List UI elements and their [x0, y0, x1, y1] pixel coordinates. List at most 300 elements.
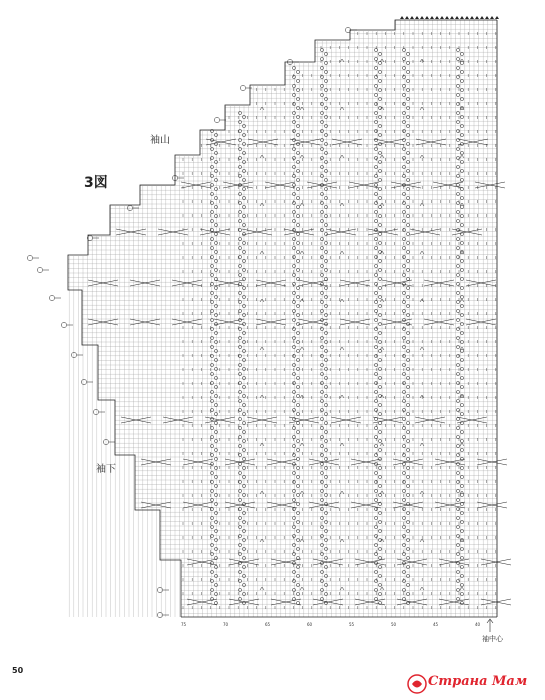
cable-loop-symbol — [460, 358, 463, 361]
cable-loop-symbol — [324, 583, 327, 586]
cable-loop-symbol — [214, 439, 217, 442]
cable-loop-symbol — [320, 93, 323, 96]
cast-on-marker — [415, 16, 419, 19]
cable-loop-symbol — [456, 84, 459, 87]
cable-cross-symbol — [410, 229, 440, 235]
cast-on-marker — [495, 16, 499, 19]
cable-loop-symbol — [456, 219, 459, 222]
scale-tick: 40 — [475, 622, 481, 627]
cable-loop-symbol — [210, 453, 213, 456]
cable-loop-symbol — [324, 70, 327, 73]
cable-loop-symbol — [406, 511, 409, 514]
cable-loop-symbol — [378, 241, 381, 244]
cable-loop-symbol — [238, 480, 241, 483]
watermark-text: Страна Мам — [428, 674, 528, 689]
cable-loop-symbol — [374, 165, 377, 168]
cable-loop-symbol — [210, 471, 213, 474]
circled-row-marker-icon — [214, 117, 219, 122]
cable-loop-symbol — [374, 543, 377, 546]
cable-loop-symbol — [324, 268, 327, 271]
cable-loop-symbol — [238, 489, 241, 492]
cable-loop-symbol — [214, 520, 217, 523]
circled-row-marker-icon — [93, 409, 98, 414]
cable-loop-symbol — [374, 120, 377, 123]
cable-loop-symbol — [238, 579, 241, 582]
cable-loop-symbol — [210, 489, 213, 492]
cable-loop-symbol — [292, 291, 295, 294]
cable-loop-symbol — [378, 160, 381, 163]
cable-loop-symbol — [456, 471, 459, 474]
cable-loop-symbol — [460, 61, 463, 64]
cable-loop-symbol — [210, 165, 213, 168]
cable-loop-symbol — [378, 430, 381, 433]
cable-loop-symbol — [238, 237, 241, 240]
cast-on-marker — [450, 16, 454, 19]
cable-loop-symbol — [214, 268, 217, 271]
cable-loop-symbol — [460, 124, 463, 127]
cable-loop-symbol — [406, 430, 409, 433]
cable-loop-symbol — [214, 196, 217, 199]
cable-loop-symbol — [238, 372, 241, 375]
cable-loop-symbol — [406, 277, 409, 280]
cable-cross-symbol — [225, 459, 255, 465]
cable-loop-symbol — [214, 160, 217, 163]
cable-loop-symbol — [320, 444, 323, 447]
cable-loop-symbol — [456, 237, 459, 240]
cable-loop-symbol — [406, 304, 409, 307]
cable-loop-symbol — [320, 372, 323, 375]
cable-loop-symbol — [374, 264, 377, 267]
cable-loop-symbol — [214, 214, 217, 217]
cable-loop-symbol — [324, 304, 327, 307]
cable-loop-symbol — [378, 313, 381, 316]
circled-row-marker-icon — [37, 267, 42, 272]
cable-loop-symbol — [292, 273, 295, 276]
cable-loop-symbol — [238, 426, 241, 429]
cable-cross-symbol — [391, 182, 421, 188]
cable-loop-symbol — [460, 403, 463, 406]
cable-loop-symbol — [238, 597, 241, 600]
cable-loop-symbol — [292, 534, 295, 537]
cable-loop-symbol — [378, 70, 381, 73]
cable-loop-symbol — [456, 345, 459, 348]
cable-loop-symbol — [214, 403, 217, 406]
cable-loop-symbol — [324, 241, 327, 244]
cable-loop-symbol — [406, 376, 409, 379]
cable-loop-symbol — [210, 264, 213, 267]
cable-loop-symbol — [460, 331, 463, 334]
cable-loop-symbol — [406, 232, 409, 235]
cable-loop-symbol — [460, 304, 463, 307]
cable-loop-symbol — [324, 97, 327, 100]
decrease-symbol — [260, 539, 264, 542]
cable-cross-symbol — [163, 417, 193, 423]
cable-loop-symbol — [406, 151, 409, 154]
cable-loop-symbol — [378, 124, 381, 127]
cable-loop-symbol — [460, 367, 463, 370]
circled-row-marker-icon — [127, 205, 132, 210]
cable-loop-symbol — [378, 196, 381, 199]
cable-loop-symbol — [374, 588, 377, 591]
cable-loop-symbol — [378, 439, 381, 442]
cast-on-marker — [435, 16, 439, 19]
cable-loop-symbol — [324, 196, 327, 199]
cable-loop-symbol — [214, 277, 217, 280]
cable-loop-symbol — [406, 160, 409, 163]
cable-loop-symbol — [292, 174, 295, 177]
cable-loop-symbol — [238, 552, 241, 555]
cable-loop-symbol — [320, 489, 323, 492]
scale-tick: 60 — [307, 622, 313, 627]
cable-loop-symbol — [214, 322, 217, 325]
cable-loop-symbol — [292, 192, 295, 195]
cable-loop-symbol — [324, 52, 327, 55]
cable-loop-symbol — [238, 336, 241, 339]
cable-loop-symbol — [378, 268, 381, 271]
cable-loop-symbol — [378, 574, 381, 577]
cable-loop-symbol — [238, 120, 241, 123]
cable-loop-symbol — [324, 565, 327, 568]
cast-on-marker — [490, 16, 494, 19]
cable-loop-symbol — [320, 345, 323, 348]
cable-loop-symbol — [210, 426, 213, 429]
cable-loop-symbol — [406, 142, 409, 145]
cable-loop-symbol — [456, 264, 459, 267]
cable-loop-symbol — [406, 439, 409, 442]
cable-loop-symbol — [324, 457, 327, 460]
cable-loop-symbol — [378, 529, 381, 532]
cable-loop-symbol — [406, 358, 409, 361]
cable-loop-symbol — [292, 327, 295, 330]
cable-loop-symbol — [378, 448, 381, 451]
cable-loop-symbol — [320, 336, 323, 339]
cable-loop-symbol — [406, 583, 409, 586]
cable-loop-symbol — [214, 538, 217, 541]
cable-loop-symbol — [456, 66, 459, 69]
cast-on-marker — [455, 16, 459, 19]
decrease-symbol — [260, 587, 264, 590]
cable-cross-symbol — [439, 559, 469, 565]
cable-loop-symbol — [214, 529, 217, 532]
cable-loop-symbol — [238, 264, 241, 267]
cable-loop-symbol — [406, 349, 409, 352]
cable-loop-symbol — [406, 403, 409, 406]
cable-cross-symbol — [340, 280, 370, 286]
cable-loop-symbol — [324, 484, 327, 487]
cable-loop-symbol — [324, 520, 327, 523]
cable-loop-symbol — [378, 151, 381, 154]
cable-loop-symbol — [460, 457, 463, 460]
cable-loop-symbol — [320, 147, 323, 150]
cable-loop-symbol — [378, 367, 381, 370]
cable-cross-symbol — [397, 559, 427, 565]
cable-cross-symbol — [326, 229, 356, 235]
cable-loop-symbol — [292, 480, 295, 483]
cable-loop-symbol — [374, 192, 377, 195]
cable-cross-symbol — [355, 559, 385, 565]
cable-cross-symbol — [130, 280, 160, 286]
scale-tick: 70 — [223, 622, 229, 627]
cable-loop-symbol — [378, 556, 381, 559]
cable-loop-symbol — [324, 511, 327, 514]
cable-loop-symbol — [324, 223, 327, 226]
cable-loop-symbol — [378, 223, 381, 226]
cast-on-marker — [440, 16, 444, 19]
cable-loop-symbol — [324, 412, 327, 415]
cable-loop-symbol — [406, 421, 409, 424]
cable-loop-symbol — [210, 588, 213, 591]
cable-loop-symbol — [374, 498, 377, 501]
cable-loop-symbol — [320, 273, 323, 276]
cable-cross-symbol — [284, 229, 314, 235]
cable-loop-symbol — [238, 390, 241, 393]
cable-loop-symbol — [460, 214, 463, 217]
cable-loop-symbol — [374, 597, 377, 600]
cable-loop-symbol — [320, 543, 323, 546]
cable-loop-symbol — [210, 579, 213, 582]
cable-loop-symbol — [406, 520, 409, 523]
cable-loop-symbol — [324, 205, 327, 208]
cable-loop-symbol — [324, 403, 327, 406]
cable-loop-symbol — [320, 219, 323, 222]
cable-loop-symbol — [292, 165, 295, 168]
cable-loop-symbol — [378, 232, 381, 235]
cable-loop-symbol — [320, 120, 323, 123]
cable-loop-symbol — [406, 115, 409, 118]
cable-cross-symbol — [289, 417, 319, 423]
cable-loop-symbol — [292, 444, 295, 447]
circled-row-marker-icon — [27, 255, 32, 260]
cable-loop-symbol — [238, 498, 241, 501]
cable-loop-symbol — [320, 84, 323, 87]
cast-on-marker — [445, 16, 449, 19]
cable-loop-symbol — [292, 561, 295, 564]
cable-loop-symbol — [238, 192, 241, 195]
cable-loop-symbol — [378, 565, 381, 568]
cable-loop-symbol — [292, 282, 295, 285]
cable-loop-symbol — [374, 336, 377, 339]
cable-loop-symbol — [210, 183, 213, 186]
cable-loop-symbol — [238, 138, 241, 141]
cable-loop-symbol — [214, 259, 217, 262]
scale-tick: 45 — [433, 622, 439, 627]
cable-loop-symbol — [210, 327, 213, 330]
circled-row-marker-icon — [61, 322, 66, 327]
cable-loop-symbol — [238, 174, 241, 177]
circled-row-marker-icon — [71, 352, 76, 357]
cable-loop-symbol — [460, 52, 463, 55]
cable-loop-symbol — [214, 565, 217, 568]
cable-loop-symbol — [292, 345, 295, 348]
cable-loop-symbol — [210, 336, 213, 339]
cable-loop-symbol — [378, 97, 381, 100]
scale-tick: 75 — [181, 622, 187, 627]
cable-loop-symbol — [374, 372, 377, 375]
cable-loop-symbol — [324, 250, 327, 253]
cable-loop-symbol — [214, 223, 217, 226]
cable-loop-symbol — [374, 219, 377, 222]
cable-loop-symbol — [406, 268, 409, 271]
cable-loop-symbol — [292, 507, 295, 510]
cable-loop-symbol — [320, 390, 323, 393]
cable-loop-symbol — [460, 196, 463, 199]
cable-loop-symbol — [320, 291, 323, 294]
cable-loop-symbol — [292, 597, 295, 600]
cable-loop-symbol — [324, 538, 327, 541]
cable-loop-symbol — [460, 439, 463, 442]
cable-loop-symbol — [324, 169, 327, 172]
cable-loop-symbol — [324, 430, 327, 433]
cable-loop-symbol — [214, 349, 217, 352]
cable-cross-symbol — [466, 280, 496, 286]
cable-loop-symbol — [210, 255, 213, 258]
cable-cross-symbol — [307, 182, 337, 188]
cable-cross-symbol — [466, 319, 496, 325]
cable-loop-symbol — [214, 457, 217, 460]
cable-cross-symbol — [477, 459, 507, 465]
cable-cross-symbol — [88, 319, 118, 325]
cable-loop-symbol — [460, 313, 463, 316]
cast-on-marker — [480, 16, 484, 19]
cable-loop-symbol — [406, 367, 409, 370]
cable-loop-symbol — [378, 583, 381, 586]
cable-loop-symbol — [238, 255, 241, 258]
cast-on-marker — [420, 16, 424, 19]
cable-loop-symbol — [292, 489, 295, 492]
cable-loop-symbol — [406, 331, 409, 334]
cable-loop-symbol — [320, 498, 323, 501]
cable-loop-symbol — [214, 367, 217, 370]
cable-cross-symbol — [121, 417, 151, 423]
cable-loop-symbol — [214, 313, 217, 316]
cable-loop-symbol — [374, 147, 377, 150]
cable-cross-symbol — [242, 229, 272, 235]
cable-loop-symbol — [238, 129, 241, 132]
cable-cross-symbol — [393, 459, 423, 465]
cable-loop-symbol — [210, 228, 213, 231]
cable-loop-symbol — [374, 489, 377, 492]
cable-loop-symbol — [378, 466, 381, 469]
cable-loop-symbol — [210, 174, 213, 177]
cable-loop-symbol — [456, 543, 459, 546]
cable-loop-symbol — [214, 169, 217, 172]
cable-loop-symbol — [378, 259, 381, 262]
cable-loop-symbol — [238, 354, 241, 357]
cable-loop-symbol — [374, 93, 377, 96]
cable-loop-symbol — [214, 421, 217, 424]
cable-loop-symbol — [238, 165, 241, 168]
cable-loop-symbol — [406, 106, 409, 109]
cable-loop-symbol — [374, 291, 377, 294]
cable-loop-symbol — [238, 273, 241, 276]
cable-loop-symbol — [238, 444, 241, 447]
cable-loop-symbol — [292, 372, 295, 375]
cable-loop-symbol — [210, 354, 213, 357]
cable-cross-symbol — [475, 182, 505, 188]
cable-loop-symbol — [460, 376, 463, 379]
cable-loop-symbol — [324, 160, 327, 163]
cable-loop-symbol — [210, 372, 213, 375]
cable-loop-symbol — [214, 232, 217, 235]
cable-loop-symbol — [374, 237, 377, 240]
cable-loop-symbol — [324, 475, 327, 478]
cable-loop-symbol — [210, 291, 213, 294]
decrease-symbol — [300, 203, 304, 206]
cable-loop-symbol — [460, 268, 463, 271]
cable-loop-symbol — [406, 196, 409, 199]
cable-loop-symbol — [324, 124, 327, 127]
cable-cross-symbol — [415, 417, 445, 423]
cable-cross-symbol — [424, 319, 454, 325]
circled-row-marker-icon — [49, 295, 54, 300]
cable-loop-symbol — [460, 70, 463, 73]
cable-loop-symbol — [292, 498, 295, 501]
cable-loop-symbol — [210, 462, 213, 465]
cable-cross-symbol — [88, 280, 118, 286]
cable-loop-symbol — [292, 426, 295, 429]
cable-loop-symbol — [460, 520, 463, 523]
cable-loop-symbol — [460, 484, 463, 487]
cable-loop-symbol — [210, 381, 213, 384]
cable-loop-symbol — [292, 255, 295, 258]
cable-loop-symbol — [378, 214, 381, 217]
cable-loop-symbol — [460, 115, 463, 118]
cable-loop-symbol — [378, 484, 381, 487]
cable-loop-symbol — [406, 250, 409, 253]
cable-loop-symbol — [214, 511, 217, 514]
cable-cross-symbol — [205, 417, 235, 423]
cable-loop-symbol — [292, 435, 295, 438]
decrease-symbol — [260, 347, 264, 350]
cable-loop-symbol — [210, 273, 213, 276]
cable-loop-symbol — [214, 304, 217, 307]
cable-loop-symbol — [378, 412, 381, 415]
cable-loop-symbol — [292, 147, 295, 150]
cable-loop-symbol — [460, 574, 463, 577]
cable-loop-symbol — [374, 399, 377, 402]
cable-loop-symbol — [324, 421, 327, 424]
cable-loop-symbol — [324, 232, 327, 235]
cable-loop-symbol — [292, 120, 295, 123]
cable-loop-symbol — [378, 115, 381, 118]
cable-loop-symbol — [238, 219, 241, 222]
cable-loop-symbol — [378, 475, 381, 478]
circled-row-marker-icon — [240, 85, 245, 90]
cable-loop-symbol — [460, 466, 463, 469]
cable-loop-symbol — [292, 381, 295, 384]
cable-loop-symbol — [214, 484, 217, 487]
cable-loop-symbol — [292, 453, 295, 456]
scale-tick: 50 — [391, 622, 397, 627]
cable-loop-symbol — [238, 462, 241, 465]
cable-loop-symbol — [238, 228, 241, 231]
cable-loop-symbol — [292, 300, 295, 303]
cable-loop-symbol — [210, 219, 213, 222]
cable-loop-symbol — [406, 448, 409, 451]
cable-loop-symbol — [210, 552, 213, 555]
cable-loop-symbol — [456, 390, 459, 393]
cable-loop-symbol — [210, 480, 213, 483]
cable-loop-symbol — [374, 345, 377, 348]
decrease-symbol — [460, 443, 464, 446]
cable-loop-symbol — [320, 264, 323, 267]
cable-loop-symbol — [324, 313, 327, 316]
cable-loop-symbol — [406, 241, 409, 244]
cable-loop-symbol — [456, 246, 459, 249]
cable-loop-symbol — [374, 84, 377, 87]
cable-loop-symbol — [460, 583, 463, 586]
cable-loop-symbol — [406, 457, 409, 460]
